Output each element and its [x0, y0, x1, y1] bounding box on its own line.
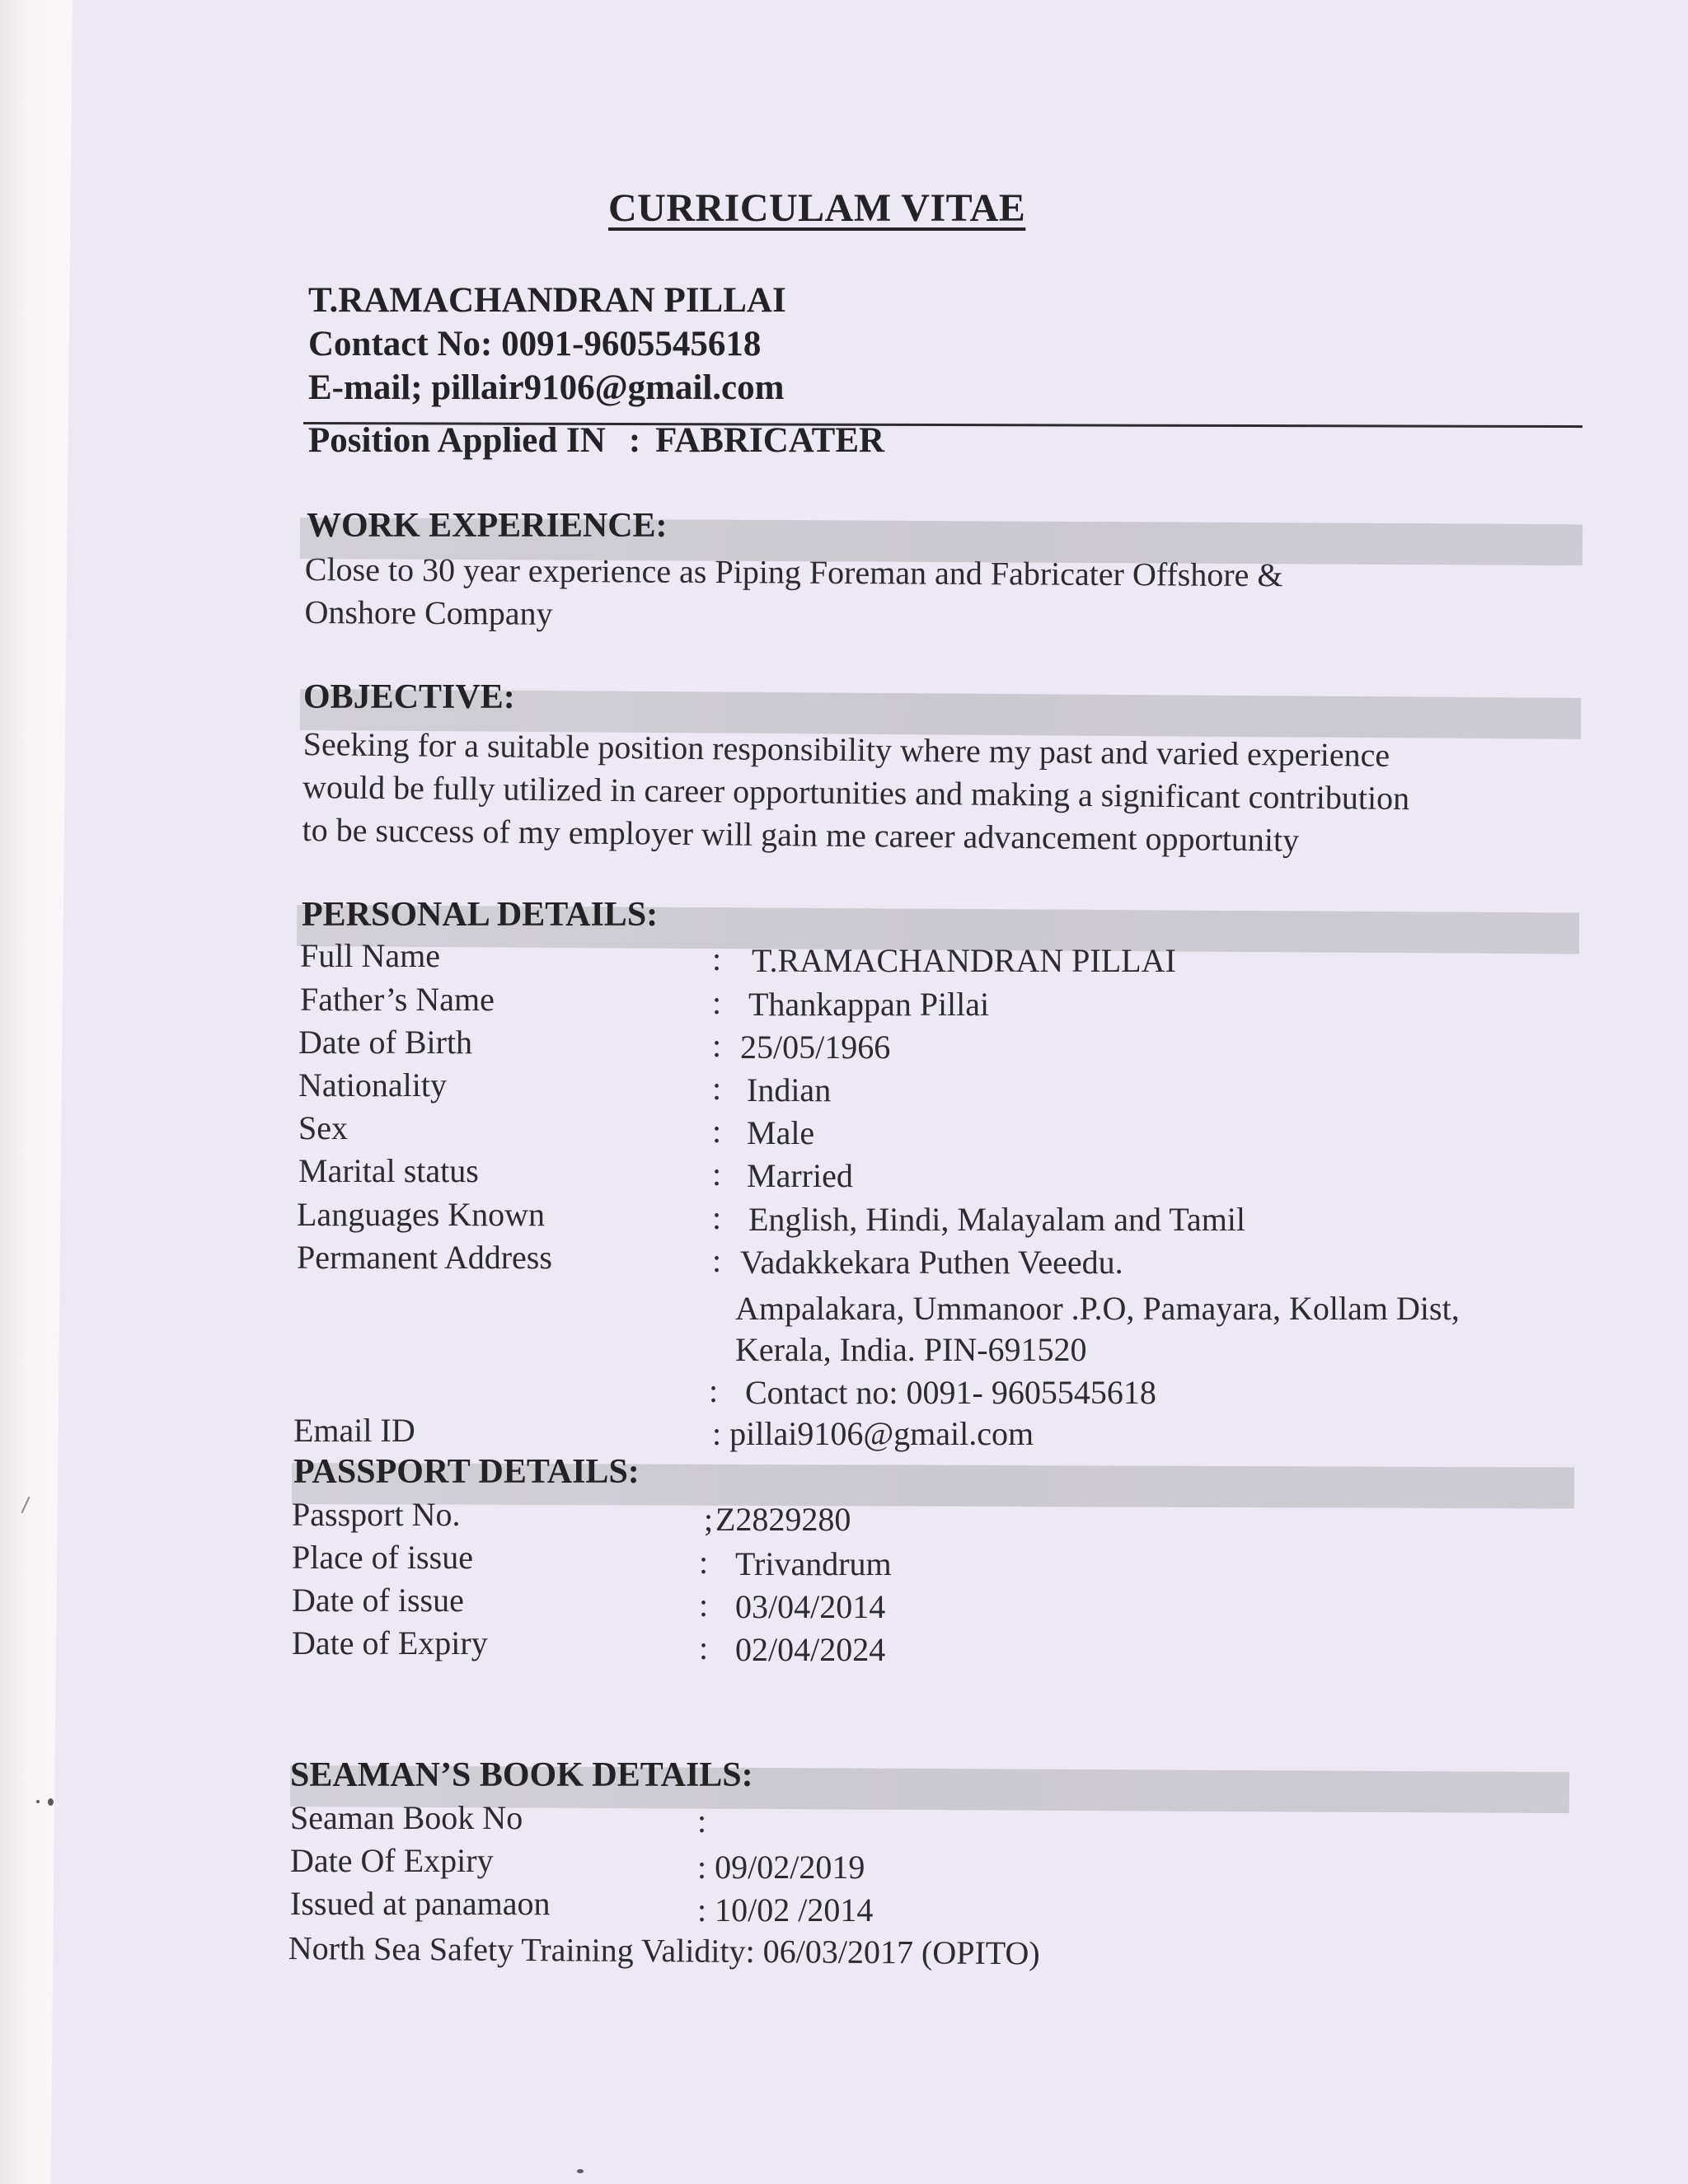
field-value: T.RAMACHANDRAN PILLAI — [752, 942, 1176, 979]
field-value: Thankappan Pillai — [748, 986, 990, 1023]
field-label: Seaman Book No — [290, 1799, 523, 1836]
header-contact: Contact No: 0091-9605545618 — [308, 325, 762, 363]
field-label: Date Of Expiry — [290, 1842, 494, 1879]
personal-row-email — [293, 1411, 1612, 1452]
objective-line: to be success of my employer will gain me career advancement opportunity — [302, 810, 1300, 859]
field-separator: : — [712, 940, 722, 977]
field-separator: : — [712, 1242, 722, 1279]
field-label: Full Name — [300, 937, 440, 974]
field-value: Married — [747, 1157, 853, 1194]
personal-row-permanent-address — [297, 1238, 1615, 1279]
personal-row-sex — [298, 1108, 1617, 1150]
scan-speck — [577, 2169, 584, 2173]
field-separator: : — [712, 1155, 722, 1193]
address-line: Kerala, India. PIN-691520 — [735, 1331, 1087, 1368]
field-label: Nationality — [298, 1066, 447, 1104]
field-separator: : — [712, 1070, 722, 1107]
field-label: Place of issue — [292, 1539, 473, 1576]
field-separator: : — [712, 1027, 722, 1064]
personal-row-dob — [298, 1023, 1617, 1064]
field-value: : — [697, 1802, 707, 1840]
field-value: 02/04/2024 — [735, 1631, 886, 1668]
passport-row-place-of-issue — [292, 1538, 1611, 1582]
passport-row-number — [292, 1495, 1611, 1536]
personal-row-languages — [297, 1195, 1615, 1236]
field-value: 25/05/1966 — [740, 1029, 891, 1066]
position-label: Position Applied IN — [308, 421, 606, 460]
scan-mark — [21, 1497, 30, 1514]
personal-row-marital-status — [298, 1151, 1617, 1193]
field-value: Vadakkekara Puthen Veeedu. — [740, 1244, 1123, 1281]
objective-line: would be fully utilized in career opportunities and making a significant contribution — [302, 767, 1410, 818]
passport-details-heading: PASSPORT DETAILS: — [293, 1453, 640, 1491]
field-separator: : — [699, 1586, 709, 1624]
field-label: Email ID — [293, 1412, 415, 1449]
document-title: CURRICULAM VITAE — [608, 186, 1026, 230]
field-value: : 09/02/2019 — [697, 1849, 865, 1886]
scan-speck — [48, 1798, 54, 1806]
field-label: Father’s Name — [300, 981, 495, 1018]
field-label: Languages Known — [297, 1196, 546, 1233]
field-label: Issued at panamaon — [290, 1885, 551, 1922]
field-label: Date of Expiry — [292, 1624, 488, 1661]
work-experience-heading: WORK EXPERIENCE: — [307, 507, 668, 545]
field-separator: : — [712, 984, 722, 1021]
work-experience-text — [304, 548, 1282, 640]
applicant-name: T.RAMACHANDRAN PILLAI — [308, 281, 786, 320]
position-value: FABRICATER — [655, 421, 885, 460]
field-label: Date of issue — [292, 1582, 464, 1619]
field-value: : pillai9106@gmail.com — [712, 1415, 1034, 1452]
seaman-row-date-of-expiry — [290, 1841, 1609, 1886]
field-separator: ; — [704, 1501, 714, 1538]
address-line: Ampalakara, Ummanoor .P.O, Pamayara, Kollam Dist, — [735, 1290, 1460, 1327]
field-value: Z2829280 — [715, 1501, 851, 1538]
north-sea-training-line: North Sea Safety Training Validity: 06/03/2017 (OPITO) — [288, 1929, 1040, 1972]
field-separator: : — [712, 1113, 722, 1150]
personal-row-contact — [709, 1371, 1615, 1413]
objective-heading: OBJECTIVE: — [303, 678, 515, 716]
passport-row-date-of-expiry — [292, 1624, 1611, 1668]
scan-speck — [36, 1800, 40, 1803]
personal-row-full-name — [300, 936, 1619, 977]
objective-line: Seeking for a suitable position responsibility where my past and varied experience — [302, 724, 1390, 774]
personal-row-fathers-name — [300, 980, 1619, 1021]
field-label: Sex — [298, 1109, 348, 1146]
seaman-row-book-no — [290, 1798, 1609, 1840]
personal-row-nationality — [298, 1066, 1617, 1107]
work-experience-line: Close to 30 year experience as Piping Foreman and Fabricater Offshore & — [304, 550, 1283, 594]
personal-details-heading: PERSONAL DETAILS: — [302, 896, 659, 934]
work-experience-line: Onshore Company — [304, 593, 553, 632]
field-value: English, Hindi, Malayalam and Tamil — [748, 1201, 1246, 1238]
field-label: Passport No. — [292, 1496, 461, 1533]
header-email: E-mail; pillair9106@gmail.com — [308, 368, 785, 407]
field-value: : 10/02 /2014 — [697, 1891, 874, 1929]
objective-text — [302, 723, 1410, 863]
field-value: Trivandrum — [735, 1545, 892, 1582]
seamans-book-heading: SEAMAN’S BOOK DETAILS: — [290, 1756, 753, 1794]
field-label: Permanent Address — [297, 1239, 552, 1276]
field-value: 03/04/2014 — [735, 1588, 886, 1625]
position-applied — [308, 420, 884, 461]
passport-row-date-of-issue — [292, 1581, 1611, 1625]
field-separator: : — [699, 1629, 709, 1666]
seaman-row-issued-at — [290, 1884, 1609, 1929]
field-value: Contact no: 0091- 9605545618 — [745, 1374, 1156, 1411]
field-value: Indian — [747, 1071, 832, 1108]
field-separator: : — [699, 1544, 709, 1581]
field-label: Marital status — [298, 1152, 479, 1189]
position-separator: : — [628, 421, 641, 460]
field-separator: : — [712, 1199, 722, 1236]
field-label: Date of Birth — [298, 1024, 473, 1061]
field-separator: : — [709, 1372, 719, 1409]
field-value: Male — [747, 1114, 815, 1151]
